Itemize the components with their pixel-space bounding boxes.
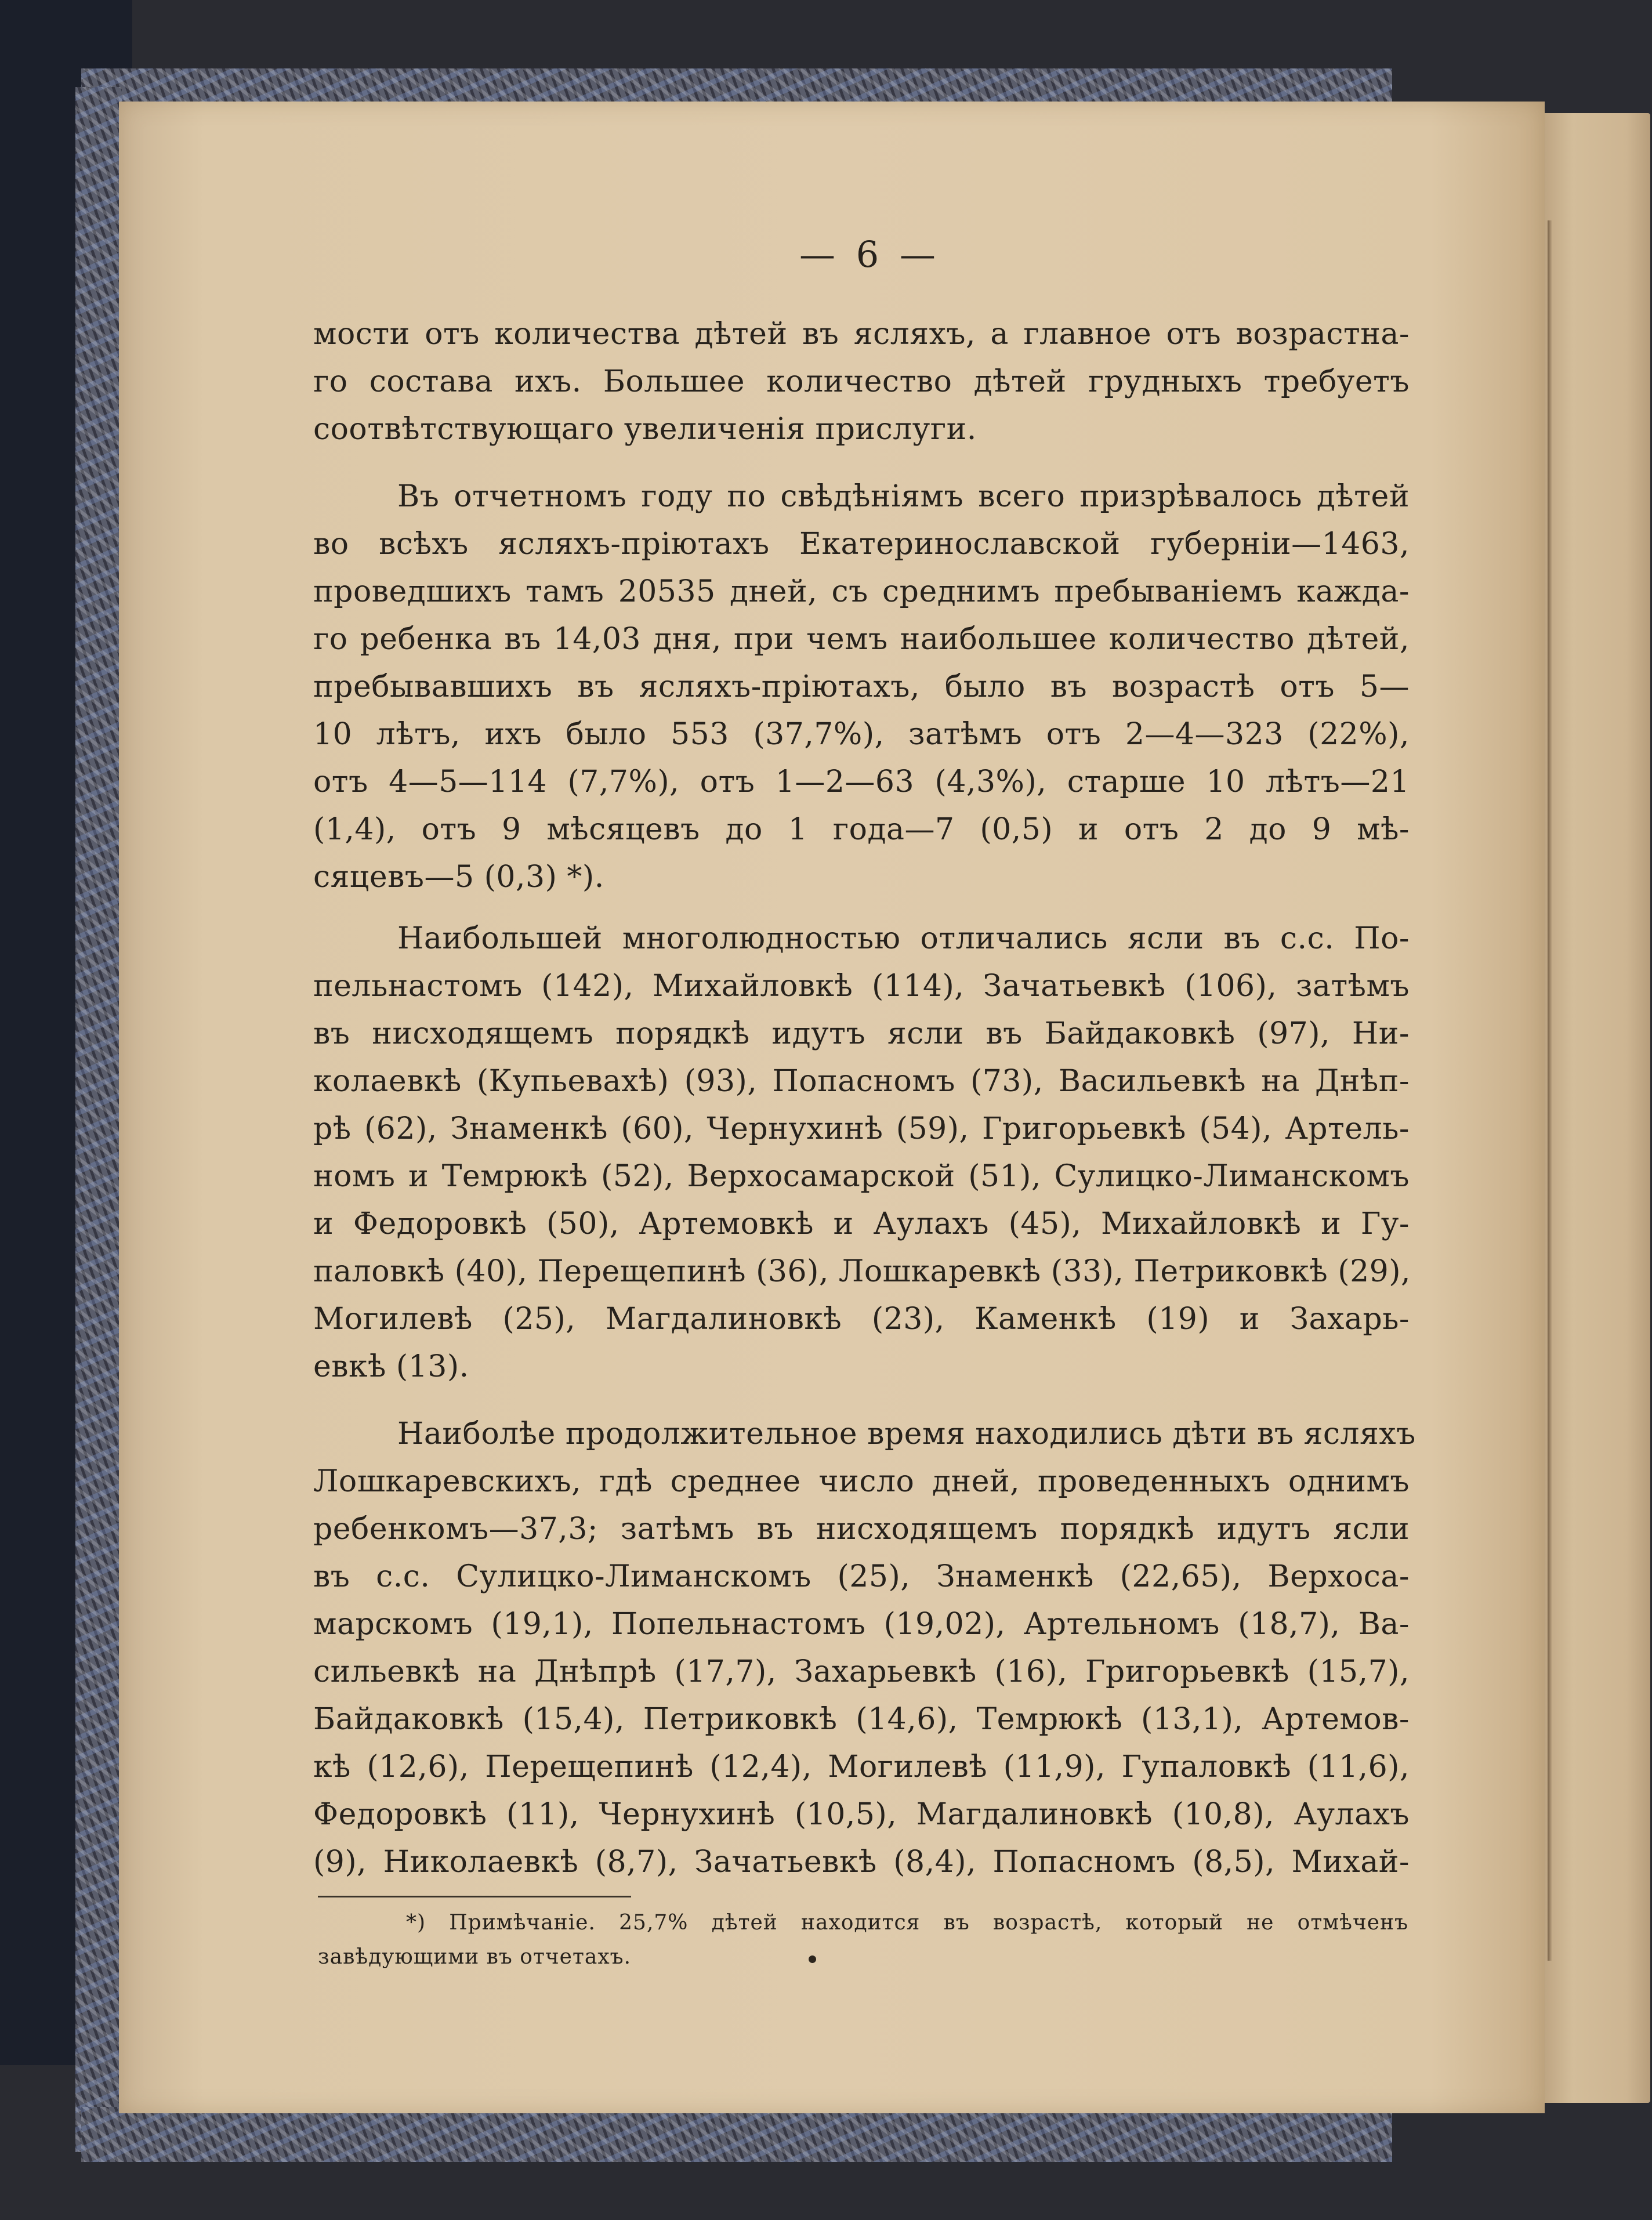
paragraph-2-line-2: во всѣхъ ясляхъ-пріютахъ Екатеринославской губерніи—1463, bbox=[313, 527, 1410, 562]
paragraph-2-line-7: отъ 4—5—114 (7,7%), отъ 1—2—63 (4,3%), старше 10 лѣтъ—21 bbox=[313, 765, 1410, 799]
ink-dot bbox=[809, 1955, 816, 1963]
paragraph-4-line-3: ребенкомъ—37,3; затѣмъ въ нисходящемъ порядкѣ идутъ ясли bbox=[313, 1512, 1410, 1547]
paragraph-2-line-3: проведшихъ тамъ 20535 дней, съ среднимъ пребываніемъ кажда- bbox=[313, 574, 1410, 609]
paragraph-3-line-3: въ нисходящемъ порядкѣ идутъ ясли въ Байдаковкѣ (97), Ни- bbox=[313, 1016, 1410, 1051]
page-number: — 6 — bbox=[799, 233, 940, 276]
paragraph-2-line-5: пребывавшихъ въ ясляхъ-пріютахъ, было въ возрастѣ отъ 5— bbox=[313, 669, 1410, 704]
footnote-line-2: завѣдующими въ отчетахъ. bbox=[318, 1945, 632, 1969]
paragraph-2-line-1: Въ отчетномъ году по свѣдѣніямъ всего призрѣвалось дѣтей bbox=[397, 479, 1410, 514]
paragraph-2-line-4: го ребенка въ 14,03 дня, при чемъ наибольшее количество дѣтей, bbox=[313, 622, 1410, 657]
paragraph-4-line-8: кѣ (12,6), Перещепинѣ (12,4), Могилевѣ (11,9), Гупаловкѣ (11,6), bbox=[313, 1750, 1410, 1784]
paragraph-2-line-6: 10 лѣтъ, ихъ было 553 (37,7%), затѣмъ отъ 2—4—323 (22%), bbox=[313, 717, 1410, 752]
paragraph-4-line-6: сильевкѣ на Днѣпрѣ (17,7), Захарьевкѣ (16), Григорьевкѣ (15,7), bbox=[313, 1654, 1410, 1689]
paragraph-3-line-7: и Федоровкѣ (50), Артемовкѣ и Аулахъ (45), Михайловкѣ и Гу- bbox=[313, 1207, 1410, 1241]
paragraph-3-line-1: Наибольшей многолюдностью отличались ясли въ с.с. По- bbox=[397, 921, 1410, 956]
paragraph-3-line-10: евкѣ (13). bbox=[313, 1349, 469, 1384]
paragraph-4-line-2: Лошкаревскихъ, гдѣ среднее число дней, проведенныхъ однимъ bbox=[313, 1464, 1410, 1499]
paragraph-2-line-8: (1,4), отъ 9 мѣсяцевъ до 1 года—7 (0,5) и отъ 2 до 9 мѣ- bbox=[313, 812, 1410, 847]
marbled-board-left bbox=[75, 87, 122, 2152]
paragraph-4-line-4: въ с.с. Сулицко-Лиманскомъ (25), Знаменкѣ (22,65), Верхоса- bbox=[313, 1559, 1410, 1594]
paragraph-4-line-7: Байдаковкѣ (15,4), Петриковкѣ (14,6), Темрюкѣ (13,1), Артемов- bbox=[313, 1702, 1410, 1737]
paragraph-3-line-6: номъ и Темрюкѣ (52), Верхосамарской (51), Сулицко-Лиманскомъ bbox=[313, 1159, 1410, 1194]
paragraph-3-line-5: рѣ (62), Знаменкѣ (60), Чернухинѣ (59), Григорьевкѣ (54), Артель- bbox=[313, 1111, 1410, 1146]
paragraph-4-line-10: (9), Николаевкѣ (8,7), Зачатьевкѣ (8,4), Попасномъ (8,5), Михай- bbox=[313, 1845, 1410, 1879]
marbled-board-bottom bbox=[81, 2107, 1392, 2162]
paragraph-1-line-3: соотвѣтствующаго увеличенія прислуги. bbox=[313, 412, 977, 447]
paragraph-4-line-5: марскомъ (19,1), Попельнастомъ (19,02), Артельномъ (18,7), Ва- bbox=[313, 1607, 1410, 1642]
paragraph-3-line-4: колаевкѣ (Купьевахѣ) (93), Попасномъ (73), Васильевкѣ на Днѣп- bbox=[313, 1064, 1410, 1099]
paragraph-4-line-9: Федоровкѣ (11), Чернухинѣ (10,5), Магдалиновкѣ (10,8), Аулахъ bbox=[313, 1797, 1410, 1832]
paragraph-2-line-9: сяцевъ—5 (0,3) *). bbox=[313, 860, 604, 894]
footnote-line-1: *) Примѣчаніе. 25,7% дѣтей находится въ возрастѣ, который не отмѣченъ bbox=[406, 1911, 1408, 1935]
paragraph-3-line-2: пельнастомъ (142), Михайловкѣ (114), Зачатьевкѣ (106), затѣмъ bbox=[313, 969, 1410, 1004]
paragraph-1-line-2: го состава ихъ. Большее количество дѣтей грудныхъ требуетъ bbox=[313, 364, 1410, 399]
paragraph-3-line-8: паловкѣ (40), Перещепинѣ (36), Лошкаревкѣ (33), Петриковкѣ (29), bbox=[313, 1254, 1411, 1289]
paragraph-1-line-1: мости отъ количества дѣтей въ ясляхъ, а главное отъ возрастна- bbox=[313, 317, 1410, 352]
paragraph-4-line-1: Наиболѣе продолжительное время находились дѣти въ ясляхъ bbox=[397, 1417, 1416, 1451]
page-gutter-shadow bbox=[1548, 220, 1552, 1961]
footnote-separator bbox=[318, 1896, 631, 1897]
paragraph-3-line-9: Могилевѣ (25), Магдалиновкѣ (23), Каменкѣ (19) и Захарь- bbox=[313, 1302, 1410, 1337]
